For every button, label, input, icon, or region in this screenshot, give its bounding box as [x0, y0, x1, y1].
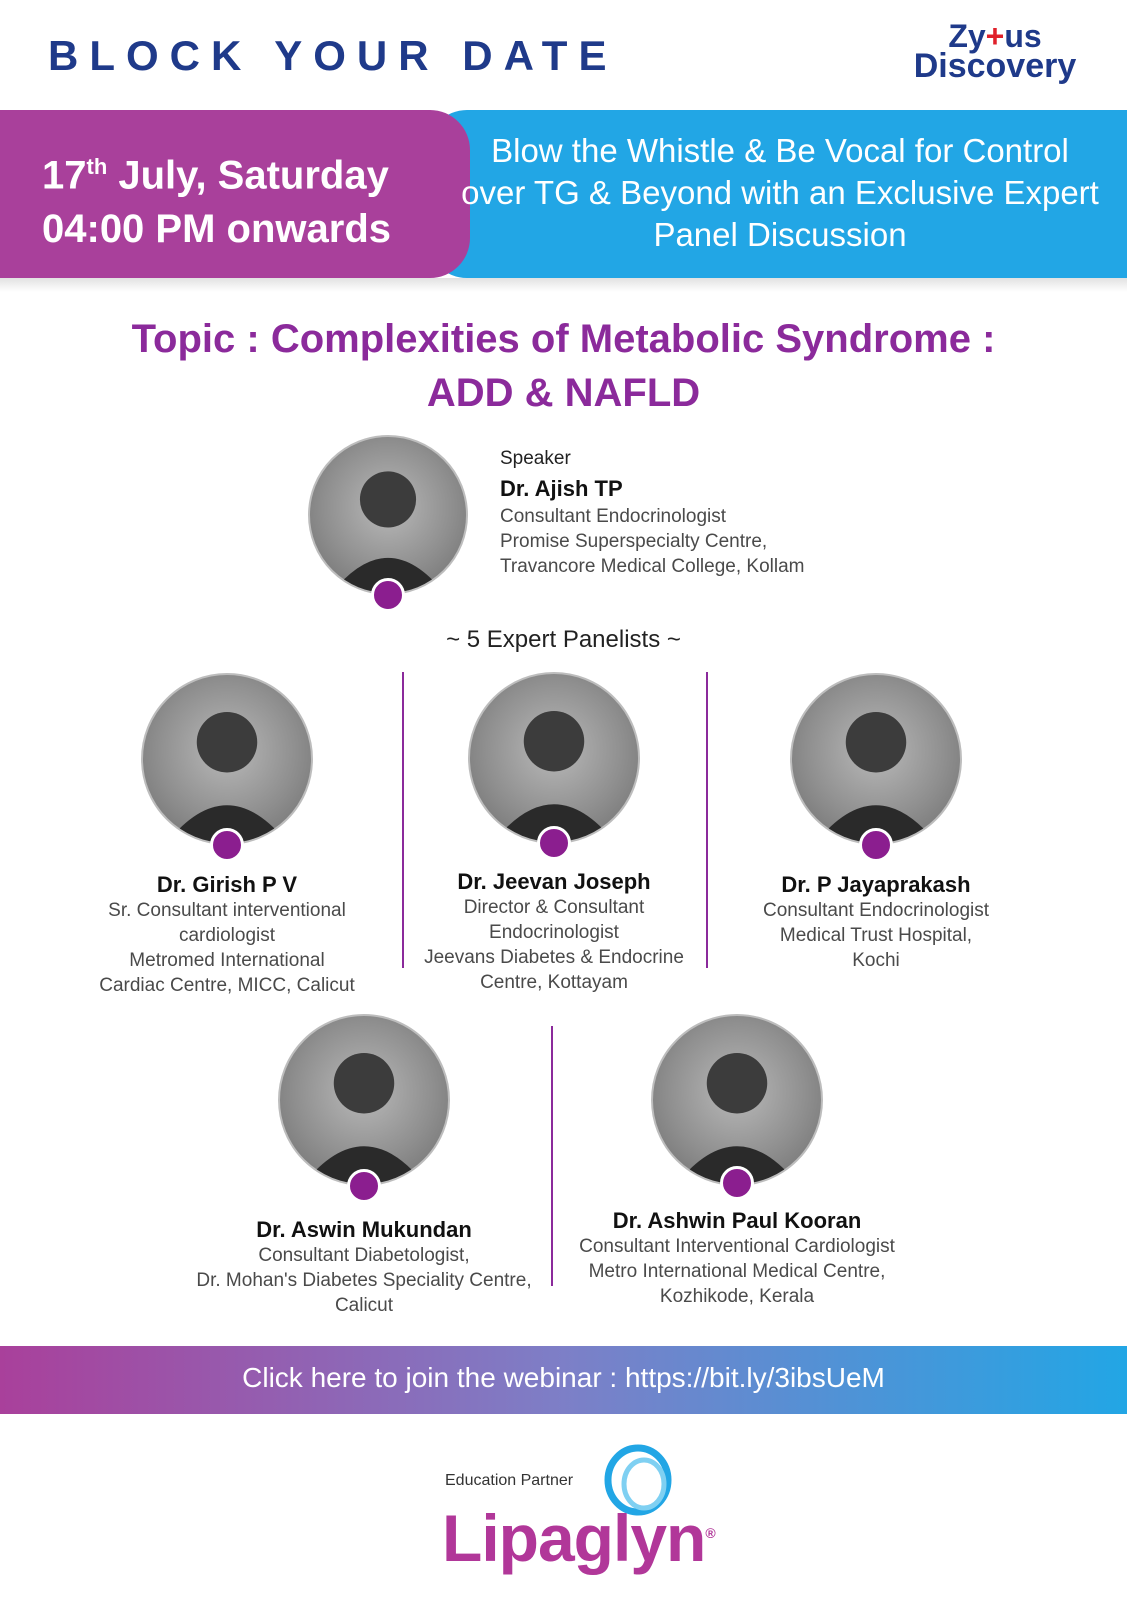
- registered-mark: ®: [705, 1525, 715, 1541]
- portrait-icon: [470, 674, 638, 842]
- lipaglyn-logo-text: [442, 1500, 715, 1576]
- panelist-photo: [468, 672, 640, 844]
- panelist-dot: [859, 828, 893, 862]
- zydus-cross-icon: +: [985, 18, 1005, 54]
- portrait-icon: [310, 437, 466, 593]
- event-tagline: Blow the Whistle & Be Vocal for Control over TG & Beyond with an Exclusive Expert Panel Discussion: [461, 132, 1099, 253]
- speaker-info-line: Consultant Endocrinologist: [500, 506, 727, 527]
- panelist-info-line: Medical Trust Hospital,: [779, 925, 973, 946]
- panelist-info-line: Cardiac Centre, MICC, Calicut: [99, 975, 355, 996]
- portrait-icon: [280, 1016, 448, 1184]
- join-webinar-link[interactable]: Click here to join the webinar : https://bit.ly/3ibsUeM: [242, 1362, 885, 1393]
- panelist-info-line: Director & Consultant: [463, 897, 645, 918]
- event-time: 04:00 PM onwards: [42, 207, 392, 252]
- panelist-dot: [347, 1169, 381, 1203]
- panelist-card: [732, 872, 1020, 973]
- education-partner-label: Education Partner: [445, 1472, 574, 1489]
- panelist-photo: [790, 673, 962, 845]
- panelist-photo: [651, 1014, 823, 1186]
- zydus-discovery-logo: [900, 18, 1090, 85]
- panelist-info-line: Consultant Diabetologist,: [258, 1245, 470, 1266]
- speaker-info: [500, 504, 900, 579]
- panelist-photo: [278, 1014, 450, 1186]
- portrait-icon: [792, 675, 960, 843]
- panelist-name: Dr. Girish P V: [156, 872, 298, 897]
- topic-line-1: Topic : Complexities of Metabolic Syndrome :: [131, 317, 996, 361]
- panelist-info: [566, 1234, 908, 1309]
- panelist-dot: [720, 1166, 754, 1200]
- panelist-info-line: Consultant Interventional Cardiologist: [579, 1236, 895, 1257]
- topic-line-2: ADD & NAFLD: [426, 371, 701, 415]
- panelist-info-line: Metromed International: [129, 950, 325, 971]
- panelist-card: [188, 1217, 540, 1318]
- panelist-info-line: cardiologist: [178, 925, 276, 946]
- block-your-date-heading: BLOCK YOUR DATE: [48, 32, 618, 79]
- panelist-info-line: Metro International Medical Centre,: [588, 1261, 886, 1282]
- panelist-name: Dr. Jeevan Joseph: [457, 869, 651, 894]
- panelist-photo: [141, 673, 313, 845]
- banner-shadow: [0, 278, 1127, 292]
- panelist-dot: [210, 828, 244, 862]
- portrait-icon: [143, 675, 311, 843]
- panelist-info: [732, 898, 1020, 973]
- event-day-suffix: th: [86, 154, 108, 179]
- event-date-rest: July, Saturday: [107, 153, 389, 198]
- panelist-info-line: Calicut: [334, 1295, 394, 1316]
- speaker-photo: [308, 435, 468, 595]
- topic-title: [60, 312, 1067, 420]
- panelist-info-line: Centre, Kottayam: [480, 972, 628, 993]
- panelist-card: [80, 872, 374, 998]
- speaker-dot: [371, 578, 405, 612]
- divider-line: [706, 672, 708, 968]
- panelist-info-line: Endocrinologist: [489, 922, 619, 943]
- panelist-name: Dr. Ashwin Paul Kooran: [612, 1208, 862, 1233]
- logo-text-discovery: Discovery: [913, 47, 1077, 85]
- portrait-icon: [653, 1016, 821, 1184]
- panelist-info-line: Jeevans Diabetes & Endocrine: [424, 947, 684, 968]
- panelist-name: Dr. Aswin Mukundan: [256, 1217, 472, 1242]
- panelist-info-line: Kochi: [852, 950, 900, 971]
- panelist-info-line: Kozhikode, Kerala: [659, 1286, 815, 1307]
- panelist-info: [80, 898, 374, 998]
- logo-text-us: us: [1004, 18, 1042, 54]
- event-day: 17: [42, 153, 87, 198]
- event-date-time: [42, 140, 391, 256]
- panelist-name: Dr. P Jayaprakash: [781, 872, 971, 897]
- panelist-info-line: Consultant Endocrinologist: [762, 900, 990, 921]
- panelist-info-line: Dr. Mohan's Diabetes Speciality Centre,: [196, 1270, 532, 1291]
- divider-line: [402, 672, 404, 968]
- panelist-info: [188, 1243, 540, 1318]
- panelist-card: [566, 1208, 908, 1309]
- panelist-dot: [537, 826, 571, 860]
- divider-line: [551, 1026, 553, 1286]
- panelist-card: [408, 869, 700, 995]
- lipaglyn-brand: Lipaglyn: [442, 1501, 706, 1575]
- logo-text-zy: Zy: [948, 18, 986, 54]
- panelist-info: [408, 895, 700, 995]
- speaker-info-line: Promise Superspecialty Centre,: [500, 531, 768, 552]
- speaker-name: Dr. Ajish TP: [500, 476, 623, 501]
- panelist-info-line: Sr. Consultant interventional: [108, 900, 346, 921]
- speaker-info-line: Travancore Medical College, Kollam: [500, 556, 805, 577]
- speaker-label: Speaker: [500, 448, 571, 469]
- panelists-heading: ~ 5 Expert Panelists ~: [446, 626, 681, 653]
